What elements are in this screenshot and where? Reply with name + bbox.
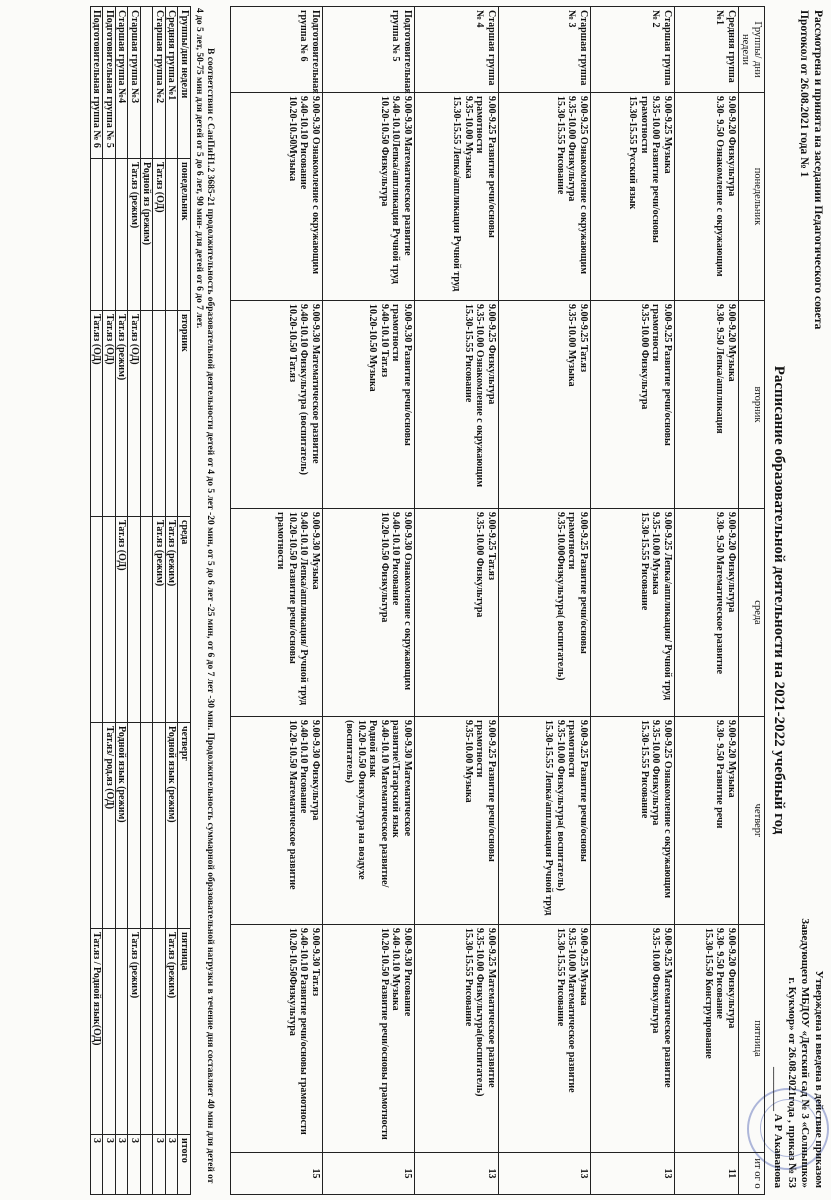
total-cell: 3: [128, 1135, 141, 1195]
wednesday-cell: Тат.яз (ОД): [116, 517, 129, 723]
header-wednesday: среда: [178, 517, 191, 723]
wednesday-cell: [141, 517, 154, 723]
table-row: [415, 7, 499, 1195]
header-total: итого: [178, 1135, 191, 1195]
signature-line: ________ А Р Акаванова: [772, 1067, 785, 1188]
total-cell: 3: [116, 1135, 129, 1195]
wednesday-cell: 9.00-9.25 Лепка/аппликация/ Ручной труд 9.35-10.00 Музыка 15.30-15.55 Рисование: [591, 509, 675, 717]
wednesday-cell: [91, 517, 104, 723]
head-line: Заведующего МБДОУ «Детский сад № 3 «Солнышко»: [799, 918, 812, 1188]
tuesday-cell: 9.00-9.25 Физкультура 9.35-10.00 Ознакомление с окружающим 15.30-15.55 Рисование: [415, 301, 499, 509]
total-cell: 3: [103, 1135, 116, 1195]
thursday-cell: 9.00-9.20 Музыка 9.30- 9.50 Развитие речи: [675, 717, 739, 925]
friday-cell: 9.00-9.20 Физкультура 9.30- 9.50 Рисование 15.30-15.50 Конструирование: [675, 925, 739, 1153]
wednesday-cell: 9.00-9.25 Развитие речи/основы грамотности 9.35-10.00Физкультура( воспитатель): [499, 509, 591, 717]
total-cell: 3: [91, 1135, 104, 1195]
council-line: Рассмотрена и принята на заседании Педагогического совета: [812, 10, 824, 330]
thursday-cell: Родной язык (режим): [166, 723, 179, 929]
wednesday-cell: 9.00-9.20 Физкультура 9.30- 9.50 Математическое развитие: [675, 509, 739, 717]
table-row: [91, 7, 104, 1195]
monday-cell: Родной яз (режим): [141, 159, 154, 311]
thursday-cell: [153, 723, 166, 929]
tuesday-cell: Тат.яз (ОД): [128, 311, 141, 517]
monday-cell: [166, 159, 179, 311]
total-cell: 3: [153, 1135, 166, 1195]
group-name: Средняя группа №1: [675, 7, 739, 93]
header-friday: пятница: [178, 929, 191, 1135]
friday-cell: 9.00-9.25 Музыка 9.35-10.00 Математическое развитие 15.30-15.55 Рисование: [499, 925, 591, 1153]
monday-cell: 9.00-9.25 Развитие речи/основы грамотности 9.35-10.00 Музыка 15.30-15.55 Лепка/аппликация Ручной труд: [415, 93, 499, 301]
monday-cell: [116, 159, 129, 311]
group-name: Средняя группа №1: [166, 7, 179, 159]
schedule-table: [230, 6, 765, 1195]
tuesday-cell: Тат.яз (ОД): [103, 311, 116, 517]
wednesday-cell: Тат.яз (режим): [166, 517, 179, 723]
tuesday-cell: 9.00-9.25 Развитие речи/основы грамотности 9.35-10.00 Физкультура: [591, 301, 675, 509]
table-row: [103, 7, 116, 1195]
table-row: [166, 7, 179, 1195]
order-line: г. Кукмор» от 26.08.2021года , приказ № 53: [786, 977, 798, 1188]
table-row: [128, 7, 141, 1195]
thursday-cell: [91, 723, 104, 929]
group-name: Старшая группа № 2: [591, 7, 675, 93]
friday-cell: 9.00-9.25 Математическое развитие 9.35-10.00 Физкультура(воспитатель) 15.30-15.55 Рисование: [415, 925, 499, 1153]
header-groups: Группы/дни недели: [178, 7, 191, 159]
tuesday-cell: 9.00-9.30 Развитие речи/основы грамотности 9.40-10.10 Тат.яз 10.20-10.50 Музыка: [323, 301, 415, 509]
thursday-cell: 9.00-9.25 Развитие речи/основы грамотности 9.35-10.00 Физкультура( воспитатель) 15.30-15.55 Лепка/аппликация Ручной труд: [499, 717, 591, 925]
group-name: Старшая группа №2: [153, 7, 166, 159]
monday-cell: 9.00-9.30 Ознакомление с окружающим 9.40-10.10 Рисование 10.20-10.50Музыка: [231, 93, 323, 301]
table-row: [141, 7, 154, 1195]
total-cell: 13: [591, 1153, 675, 1195]
header-thursday: четверг: [178, 723, 191, 929]
schedule-header-row: [739, 7, 765, 1195]
table-row: [499, 7, 591, 1195]
header-wednesday: среда: [739, 509, 765, 717]
friday-cell: [116, 929, 129, 1135]
tatar-header-row: [178, 7, 191, 1195]
wednesday-cell: 9.00-9.25 Тат.яз 9.35-10.00 Физкультура: [415, 509, 499, 717]
wednesday-cell: Тат.яз (режим): [153, 517, 166, 723]
group-name: Подготовительная группа № 6: [231, 7, 323, 93]
group-name: Старшая группа № 3: [499, 7, 591, 93]
group-name: Старшая группа №4: [116, 7, 129, 159]
tuesday-cell: 9.00-9.20 Музыка 9.30- 9.50 Лепка/аппликация: [675, 301, 739, 509]
page-title: Расписание образовательной деятельности на 2021-2022 учебный год: [771, 365, 787, 835]
monday-cell: 9.00-9.30 Математическое развитие 9.40-10.10Лепка/аппликация Ручной труд 10.20-10.50 Физкультура: [323, 93, 415, 301]
thursday-cell: Родной язык (режим): [116, 723, 129, 929]
group-name: Старшая группа № 4: [415, 7, 499, 93]
wednesday-cell: [103, 517, 116, 723]
group-name: Старшая группа №3: [128, 7, 141, 159]
monday-cell: 9.00-9.25 Музыка 9.35-10.00 Развитие речи/основы грамотности 15.30-15.55 Русский язык: [591, 93, 675, 301]
header-groups: Группы/ дни недели: [739, 7, 765, 93]
wednesday-cell: 9.00-9.30 Ознакомление с окружающим 9.40-10.10 Рисование 10.20-10.50 Физкультура: [323, 509, 415, 717]
header-total: ит ог о: [739, 1153, 765, 1195]
thursday-cell: [141, 723, 154, 929]
header-tuesday: вторник: [739, 301, 765, 509]
header-monday: понедельник: [178, 159, 191, 311]
table-row: [153, 7, 166, 1195]
total-cell: [141, 1135, 154, 1195]
friday-cell: 9.00-9.30 Тат.яз 9.40-10.10 Развитие речи/основы грамотности 10.20-10.50Физкультура: [231, 925, 323, 1153]
tuesday-cell: 9.00-9.30 Математическое развитие 9.40-10.10 Физкультура (воспитатель) 10.20-10.50 Тат.яз: [231, 301, 323, 509]
tuesday-cell: [153, 311, 166, 517]
friday-cell: [141, 929, 154, 1135]
monday-cell: Тат.яз (ОД): [153, 159, 166, 311]
header-thursday: четверг: [739, 717, 765, 925]
total-cell: 15: [231, 1153, 323, 1195]
thursday-cell: 9.00-9.25 Ознакомление с окружающим 9.35-10.00 Физкультура 15.30-15.55 Рисование: [591, 717, 675, 925]
protocol-line: Протокол от 26.08.2021 года № 1: [798, 10, 810, 178]
table-row: [591, 7, 675, 1195]
total-cell: 3: [166, 1135, 179, 1195]
total-cell: 13: [415, 1153, 499, 1195]
friday-cell: Тат.яз / Родной язык(ОД): [91, 929, 104, 1135]
total-cell: 15: [323, 1153, 415, 1195]
group-name: [141, 7, 154, 159]
table-row: [116, 7, 129, 1195]
table-row: [231, 7, 323, 1195]
tuesday-cell: Тат.яз (режим): [116, 311, 129, 517]
tatar-table-body: [91, 7, 179, 1195]
thursday-cell: Тат.яз/ род.яз (ОД): [103, 723, 116, 929]
monday-cell: [91, 159, 104, 311]
sanpin-note: В соответствии с СанПиН1.2 3685-21 продолжительность образовательной деятельности детей от 4 до 5 лет -20 мин, от 5 до 6 лет -25 мин, от 6 до 7 лет -30 мин. Продолжительность суммарной образовательной нагрузки в течение дня составляет 40 мин для детей от 4 до 5 лет, 50-75 мин для детей от 5 до 6 лет, 90 мин- для детей от 6 до 7 лет.: [194, 8, 215, 1184]
total-cell: 13: [499, 1153, 591, 1195]
monday-cell: [103, 159, 116, 311]
header-monday: понедельник: [739, 93, 765, 301]
wednesday-cell: 9.00-9.30 Музыка 9.40-10.10 Лепка/аппликация/ Ручной труд 10.20-10.50 Развитие речи/основы грамотности: [231, 509, 323, 717]
group-name: Подготовительная группа № 5: [323, 7, 415, 93]
thursday-cell: 9.00-9.30 Физкультура 9.40-10.10 Рисование 10.20-10.50 Математическое развитие: [231, 717, 323, 925]
friday-cell: Тат.яз (режим): [166, 929, 179, 1135]
wednesday-cell: [128, 517, 141, 723]
group-name: Подготовительная группа № 6: [91, 7, 104, 159]
tuesday-cell: [166, 311, 179, 517]
friday-cell: 9.00-9.25 Математическое развитие 9.35-10.00 Физкультура: [591, 925, 675, 1153]
tuesday-cell: 9.00-9.25 Тат.яз 9.35-10.00 Музыка: [499, 301, 591, 509]
tuesday-cell: [141, 311, 154, 517]
friday-cell: 9.00-9.30 Рисование 9.40-10.10 Музыка 10.20-10.50 Развитие речи/основы грамотности: [323, 925, 415, 1153]
total-cell: 11: [675, 1153, 739, 1195]
friday-cell: [153, 929, 166, 1135]
thursday-cell: [128, 723, 141, 929]
tuesday-cell: Тат.яз (ОД): [91, 311, 104, 517]
table-row: [323, 7, 415, 1195]
tatar-language-table: [90, 6, 191, 1195]
monday-cell: 9.00-9.20 Физкультура 9.30- 9.50 Ознакомление с окружающим: [675, 93, 739, 301]
monday-cell: Тат.яз (режим): [128, 159, 141, 311]
approved-line: Утверждена и введена в действие приказом: [813, 970, 825, 1188]
thursday-cell: 9.00-9.30 Математическое развитие\Татарский язык 9.40-10.10 Математическое развитие/ Родной язык 10.20-10.50 Физкультура на воздухе (воспитатель): [323, 717, 415, 925]
monday-cell: 9.00-9.25 Ознакомление с окружающим 9.35-10.00 Физкультура 15.30-15.55 Рисование: [499, 93, 591, 301]
friday-cell: [103, 929, 116, 1135]
thursday-cell: 9.00-9.25 Развитие речи/основы грамотности 9.35-10.00 Музыка: [415, 717, 499, 925]
table-row: [675, 7, 739, 1195]
header-tuesday: вторник: [178, 311, 191, 517]
friday-cell: Тат.яз (режим): [128, 929, 141, 1135]
group-name: Подготовительная группа № 5: [103, 7, 116, 159]
header-friday: пятница: [739, 925, 765, 1153]
approval-header-left: [797, 10, 825, 329]
